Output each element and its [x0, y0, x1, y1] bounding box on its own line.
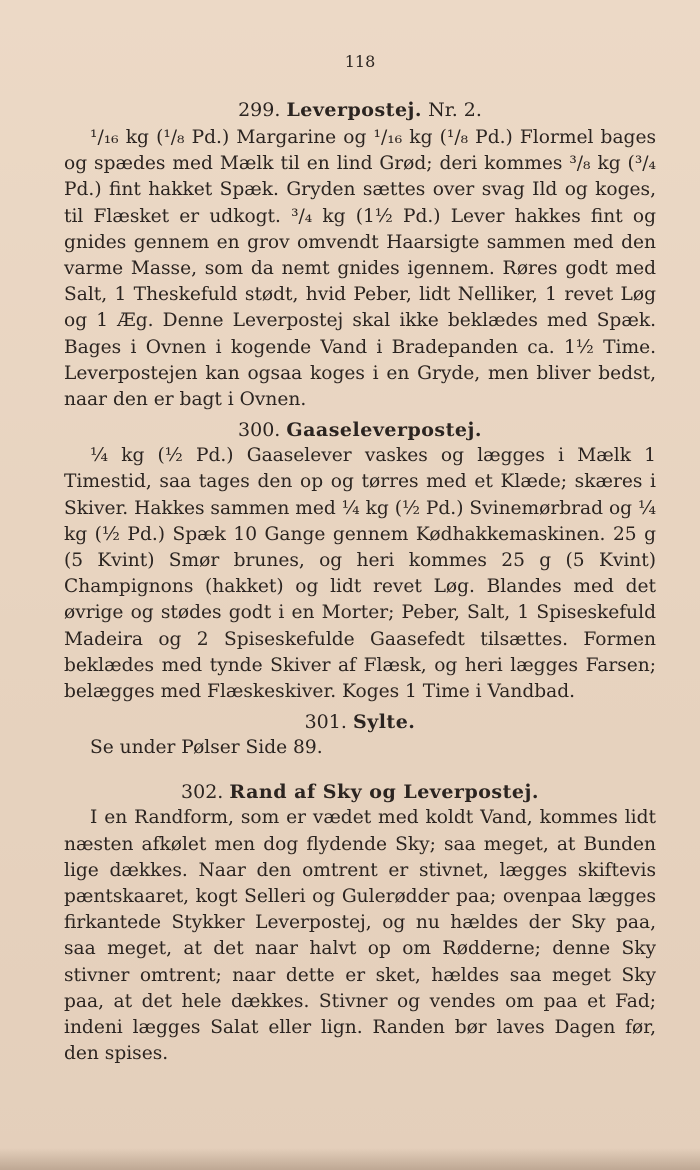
recipe-body: I en Randform, som er vædet med koldt Vand, kommes lidt næsten afkølet men dog flydende Sky; saa meget, at Bunden lige dækkes. Naar den omtrent er stivnet, lægges skiftevis pæntskaaret, kogt Selleri og Gulerødder paa; ovenpaa lægges firkantede Stykker Leverpostej, og nu hældes der Sky paa, saa meget, at det naar halvt op om Rødderne; denne Sky stivner omtrent; naar dette er sket, hældes saa meget Sky paa, at det hele dækkes. Stivner og vendes om paa et Fad; indeni lægges Salat eller lign. Randen bør laves Dagen før, den spises.: [64, 807, 656, 1065]
recipe-title: Sylte.: [352, 711, 416, 734]
recipe-number: 299.: [238, 99, 281, 121]
recipe-body: ¼ kg (½ Pd.) Gaaselever vaskes og lægges i Mælk 1 Timestid, saa tages den op og tørres med et Klæde; skæres i Skiver. Hakkes sammen med ¼ kg (½ Pd.) Svinemørbrad og ¼ kg (½ Pd.) Spæk 10 Gange gennem Kødhakkemaskinen. 25 g (5 Kvint) Smør brunes, og heri kommes 25 g (5 Kvint) Champignons (hakket) og lidt revet Løg. Blandes med det øvrige og stødes godt i en Morter; Peber, Salt, 1 Spiseskefuld Madeira og 2 Spiseskefulde Gaasefedt tilsættes. Formen beklædes med tynde Skiver af Flæsk, og heri lægges Farsen; belægges med Flæskeskiver. Koges 1 Time i Vandbad.: [64, 445, 656, 703]
recipe-title: Leverpostej.: [286, 99, 423, 121]
recipe-title: Rand af Sky og Leverpostej.: [229, 781, 539, 804]
recipe-number: 302.: [181, 781, 224, 804]
recipe-300: [64, 417, 656, 705]
recipe-heading: [64, 709, 656, 735]
page-number: 118: [344, 52, 376, 71]
recipe-299: [64, 97, 656, 413]
recipe-heading: [64, 779, 656, 805]
recipe-body: ¹/₁₆ kg (¹/₈ Pd.) Margarine og ¹/₁₆ kg (¹/₈ Pd.) Flormel bages og spædes med Mælk til en lind Grød; deri kommes ³/₈ kg (³/₄ Pd.) fint hakket Spæk. Gryden sættes over svag Ild og koges, til Flæsket er udkogt. ³/₄ kg (1½ Pd.) Lever hakkes fint og gnides gennem en grov omvendt Haarsigte sammen med den varme Masse, som da nemt gnides igennem. Røres godt med Salt, 1 Theskefuld stødt, hvid Peber, lidt Nelliker, 1 revet Løg og 1 Æg. Denne Leverpostej skal ikke beklædes med Spæk. Bages i Ovnen i kogende Vand i Bradepanden ca. 1½ Time. Leverpostejen kan ogsaa koges i en Gryde, men bliver bedst, naar den er bagt i Ovnen.: [64, 127, 656, 411]
recipe-subtitle: Nr. 2.: [428, 99, 482, 121]
recipe-301: [64, 709, 656, 761]
recipe-number: 300.: [238, 419, 281, 442]
recipe-302: [64, 779, 656, 1067]
recipe-heading: [64, 97, 656, 123]
recipe-title: Gaaseleverpostej.: [286, 419, 482, 442]
recipe-heading: [64, 417, 656, 443]
recipe-body: Se under Pølser Side 89.: [90, 737, 323, 759]
recipe-number: 301.: [304, 711, 347, 734]
